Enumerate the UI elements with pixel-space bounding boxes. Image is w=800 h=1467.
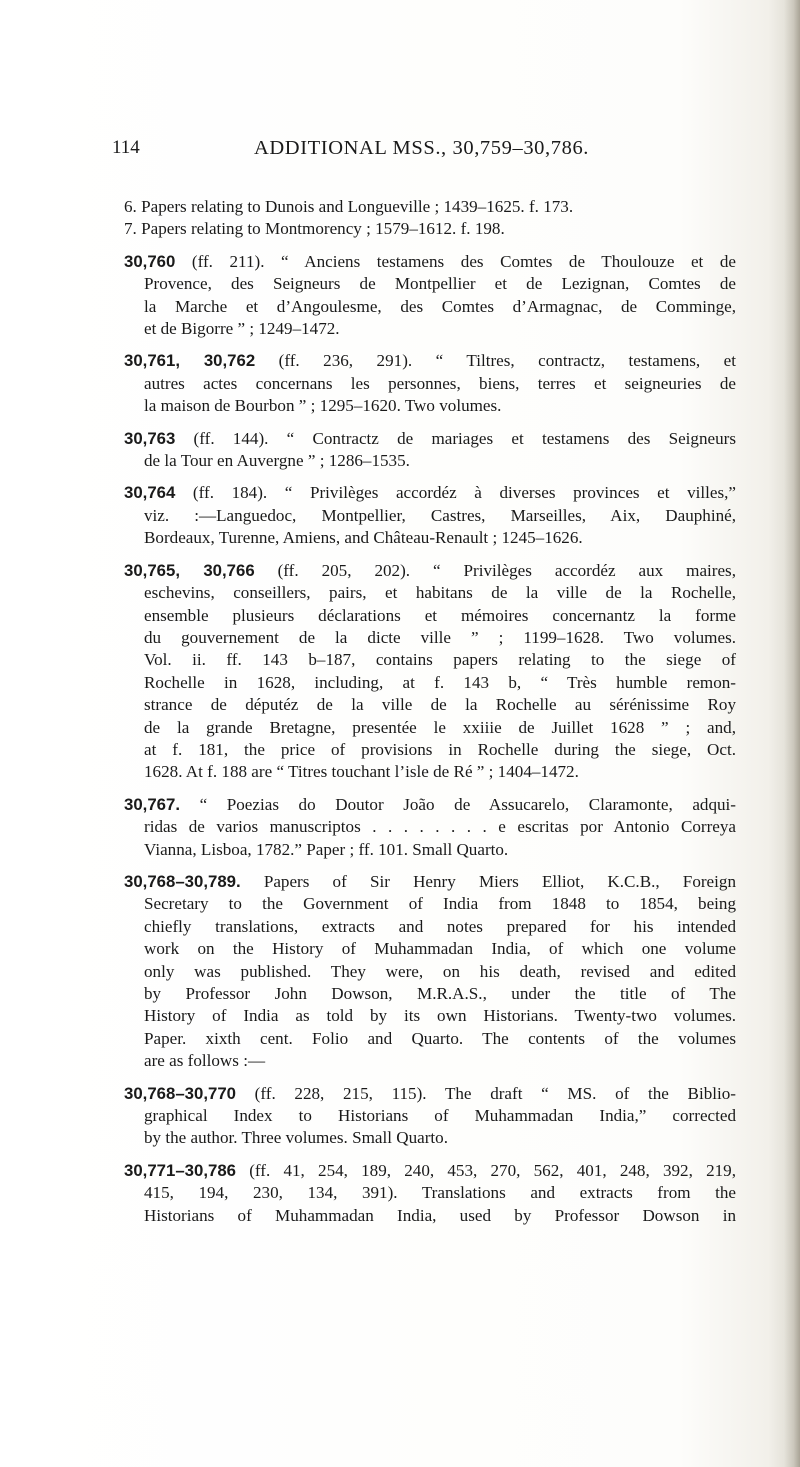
manuscript-number: 30,765, 30,766 <box>124 560 255 580</box>
manuscript-number: 30,764 <box>124 483 176 503</box>
entry-line: de la grande Bretagne, presentée le xxiiie de Juillet 1628 ” ; and, <box>144 717 736 737</box>
entry-first-line <box>124 1160 736 1182</box>
catalogue-entry-30768-30770 <box>124 1083 736 1150</box>
entry-first-line <box>124 350 736 372</box>
entry-line: du gouvernement de la dicte ville ” ; 1199–1628. Two volumes. <box>144 627 736 647</box>
entry-first-line <box>124 251 736 273</box>
entry-line: (ff. 184). “ Privilèges accordéz à diverses provinces et villes,” <box>175 483 736 503</box>
entry-line: 415, 194, 230, 134, 391). Translations and extracts from the <box>144 1183 736 1203</box>
manuscript-number: 30,760 <box>124 251 176 271</box>
entry-first-line <box>124 560 736 582</box>
manuscript-number: 30,771–30,786 <box>124 1160 236 1180</box>
entry-line: (ff. 236, 291). “ Tiltres, contractz, testamens, et <box>255 351 736 371</box>
entry-line: de la Tour en Auvergne ” ; 1286–1535. <box>144 451 410 471</box>
entry-line: graphical Index to Historians of Muhammadan India,” corrected <box>144 1106 736 1126</box>
entry-first-line <box>124 428 736 450</box>
entry-line: strance de députéz de la ville de la Rochelle au sérénissime Roy <box>144 695 736 715</box>
entry-line: (ff. 144). “ Contractz de mariages et testamens des Seigneurs <box>175 428 736 448</box>
catalogue-entry-7 <box>124 218 736 240</box>
entry-line: (ff. 205, 202). “ Privilèges accordéz aux maires, <box>254 560 736 580</box>
entry-line: by Professor John Dowson, M.R.A.S., under the title of The <box>144 984 736 1003</box>
entry-line: autres actes concernans les personnes, biens, terres et seigneuries de <box>144 373 736 393</box>
entry-line: Provence, des Seigneurs de Montpellier et de Lezignan, Comtes de <box>144 274 736 294</box>
entry-line: (ff. 41, 254, 189, 240, 453, 270, 562, 401, 248, 392, 219, <box>236 1160 736 1180</box>
entry-line: work on the History of Muhammadan India, of which one volume <box>144 939 736 959</box>
manuscript-number: 30,761, 30,762 <box>124 351 256 371</box>
catalogue-entry-30761-30762 <box>124 350 736 417</box>
catalogue-entry-30760 <box>124 251 736 341</box>
entry-line: ridas de varios manuscriptos . . . . . . . . e escritas por Antonio Correya <box>144 817 736 837</box>
manuscript-number: 30,767. <box>124 794 180 814</box>
page-number: 114 <box>112 137 140 158</box>
entry-first-line <box>124 1083 736 1105</box>
entry-line: 1628. At f. 188 are “ Titres touchant l’isle de Ré ” ; 1404–1472. <box>144 762 579 782</box>
manuscript-number: 30,768–30,770 <box>124 1083 236 1103</box>
page-header <box>112 137 732 167</box>
entry-line: by the author. Three volumes. Small Quarto. <box>144 1128 448 1148</box>
catalogue-body <box>124 196 736 1227</box>
entry-line: at f. 181, the price of provisions in Rochelle during the siege, Oct. <box>144 739 736 759</box>
entry-line: (ff. 228, 215, 115). The draft “ MS. of the Biblio- <box>236 1083 736 1103</box>
entry-line: la Marche et d’Angoulesme, des Comtes d’Armagnac, de Comminge, <box>144 296 736 316</box>
entry-line: Vianna, Lisboa, 1782.” Paper ; ff. 101. Small Quarto. <box>144 839 509 859</box>
entry-line: ensemble plusieurs déclarations et mémoires concernantz la forme <box>144 605 736 625</box>
catalogue-entry-30767 <box>124 794 736 861</box>
entry-line: chiefly translations, extracts and notes prepared for his intended <box>144 916 736 936</box>
entry-line: “ Poezias do Doutor João de Assucarelo, Claramonte, adqui- <box>180 794 736 814</box>
entry-line: History of India as told by its own Historians. Twenty-two volumes. <box>144 1006 736 1026</box>
entry-line: viz. :—Languedoc, Montpellier, Castres, Marseilles, Aix, Dauphiné, <box>144 505 736 525</box>
manuscript-number: 30,768–30,789. <box>124 871 241 891</box>
entry-line: Papers of Sir Henry Miers Elliot, K.C.B., Foreign <box>240 871 736 891</box>
page-edge-shadow <box>784 0 800 1467</box>
manuscript-number: 30,763 <box>124 428 176 448</box>
entry-first-line <box>124 871 736 893</box>
catalogue-entry-30763 <box>124 428 736 473</box>
catalogue-entry-30765-30766 <box>124 560 736 784</box>
entry-line: 7. Papers relating to Montmorency ; 1579–1612. f. 198. <box>124 219 505 239</box>
entry-line: Paper. xixth cent. Folio and Quarto. The contents of the volumes <box>144 1028 736 1048</box>
entry-line: Bordeaux, Turenne, Amiens, and Château-Renault ; 1245–1626. <box>144 528 583 548</box>
entry-line: la maison de Bourbon ” ; 1295–1620. Two volumes. <box>144 396 502 416</box>
entry-first-line <box>124 482 736 504</box>
entry-line: et de Bigorre ” ; 1249–1472. <box>144 319 340 339</box>
entry-line: Secretary to the Government of India from 1848 to 1854, being <box>144 894 736 914</box>
entry-line: 6. Papers relating to Dunois and Longueville ; 1439–1625. f. 173. <box>124 197 574 216</box>
entry-line: (ff. 211). “ Anciens testamens des Comtes de Thoulouze et de <box>175 251 736 271</box>
catalogue-entry-30764 <box>124 482 736 549</box>
catalogue-entry-30771-30786 <box>124 1160 736 1227</box>
running-head: ADDITIONAL MSS., 30,759–30,786. <box>254 137 590 159</box>
entry-line: only was published. They were, on his death, revised and edited <box>144 961 736 981</box>
entry-line: Rochelle in 1628, including, at f. 143 b, “ Très humble remon- <box>144 672 736 692</box>
entry-line: eschevins, conseillers, pairs, et habitans de la ville de la Rochelle, <box>144 583 736 603</box>
entry-line: are as follows :— <box>144 1051 266 1071</box>
catalogue-entry-6 <box>124 196 736 218</box>
entry-line: Vol. ii. ff. 143 b–187, contains papers relating to the siege of <box>144 650 736 670</box>
entry-line: Historians of Muhammadan India, used by Professor Dowson in <box>144 1205 736 1225</box>
catalogue-entry-30768-30789 <box>124 871 736 1073</box>
entry-first-line <box>124 794 736 816</box>
